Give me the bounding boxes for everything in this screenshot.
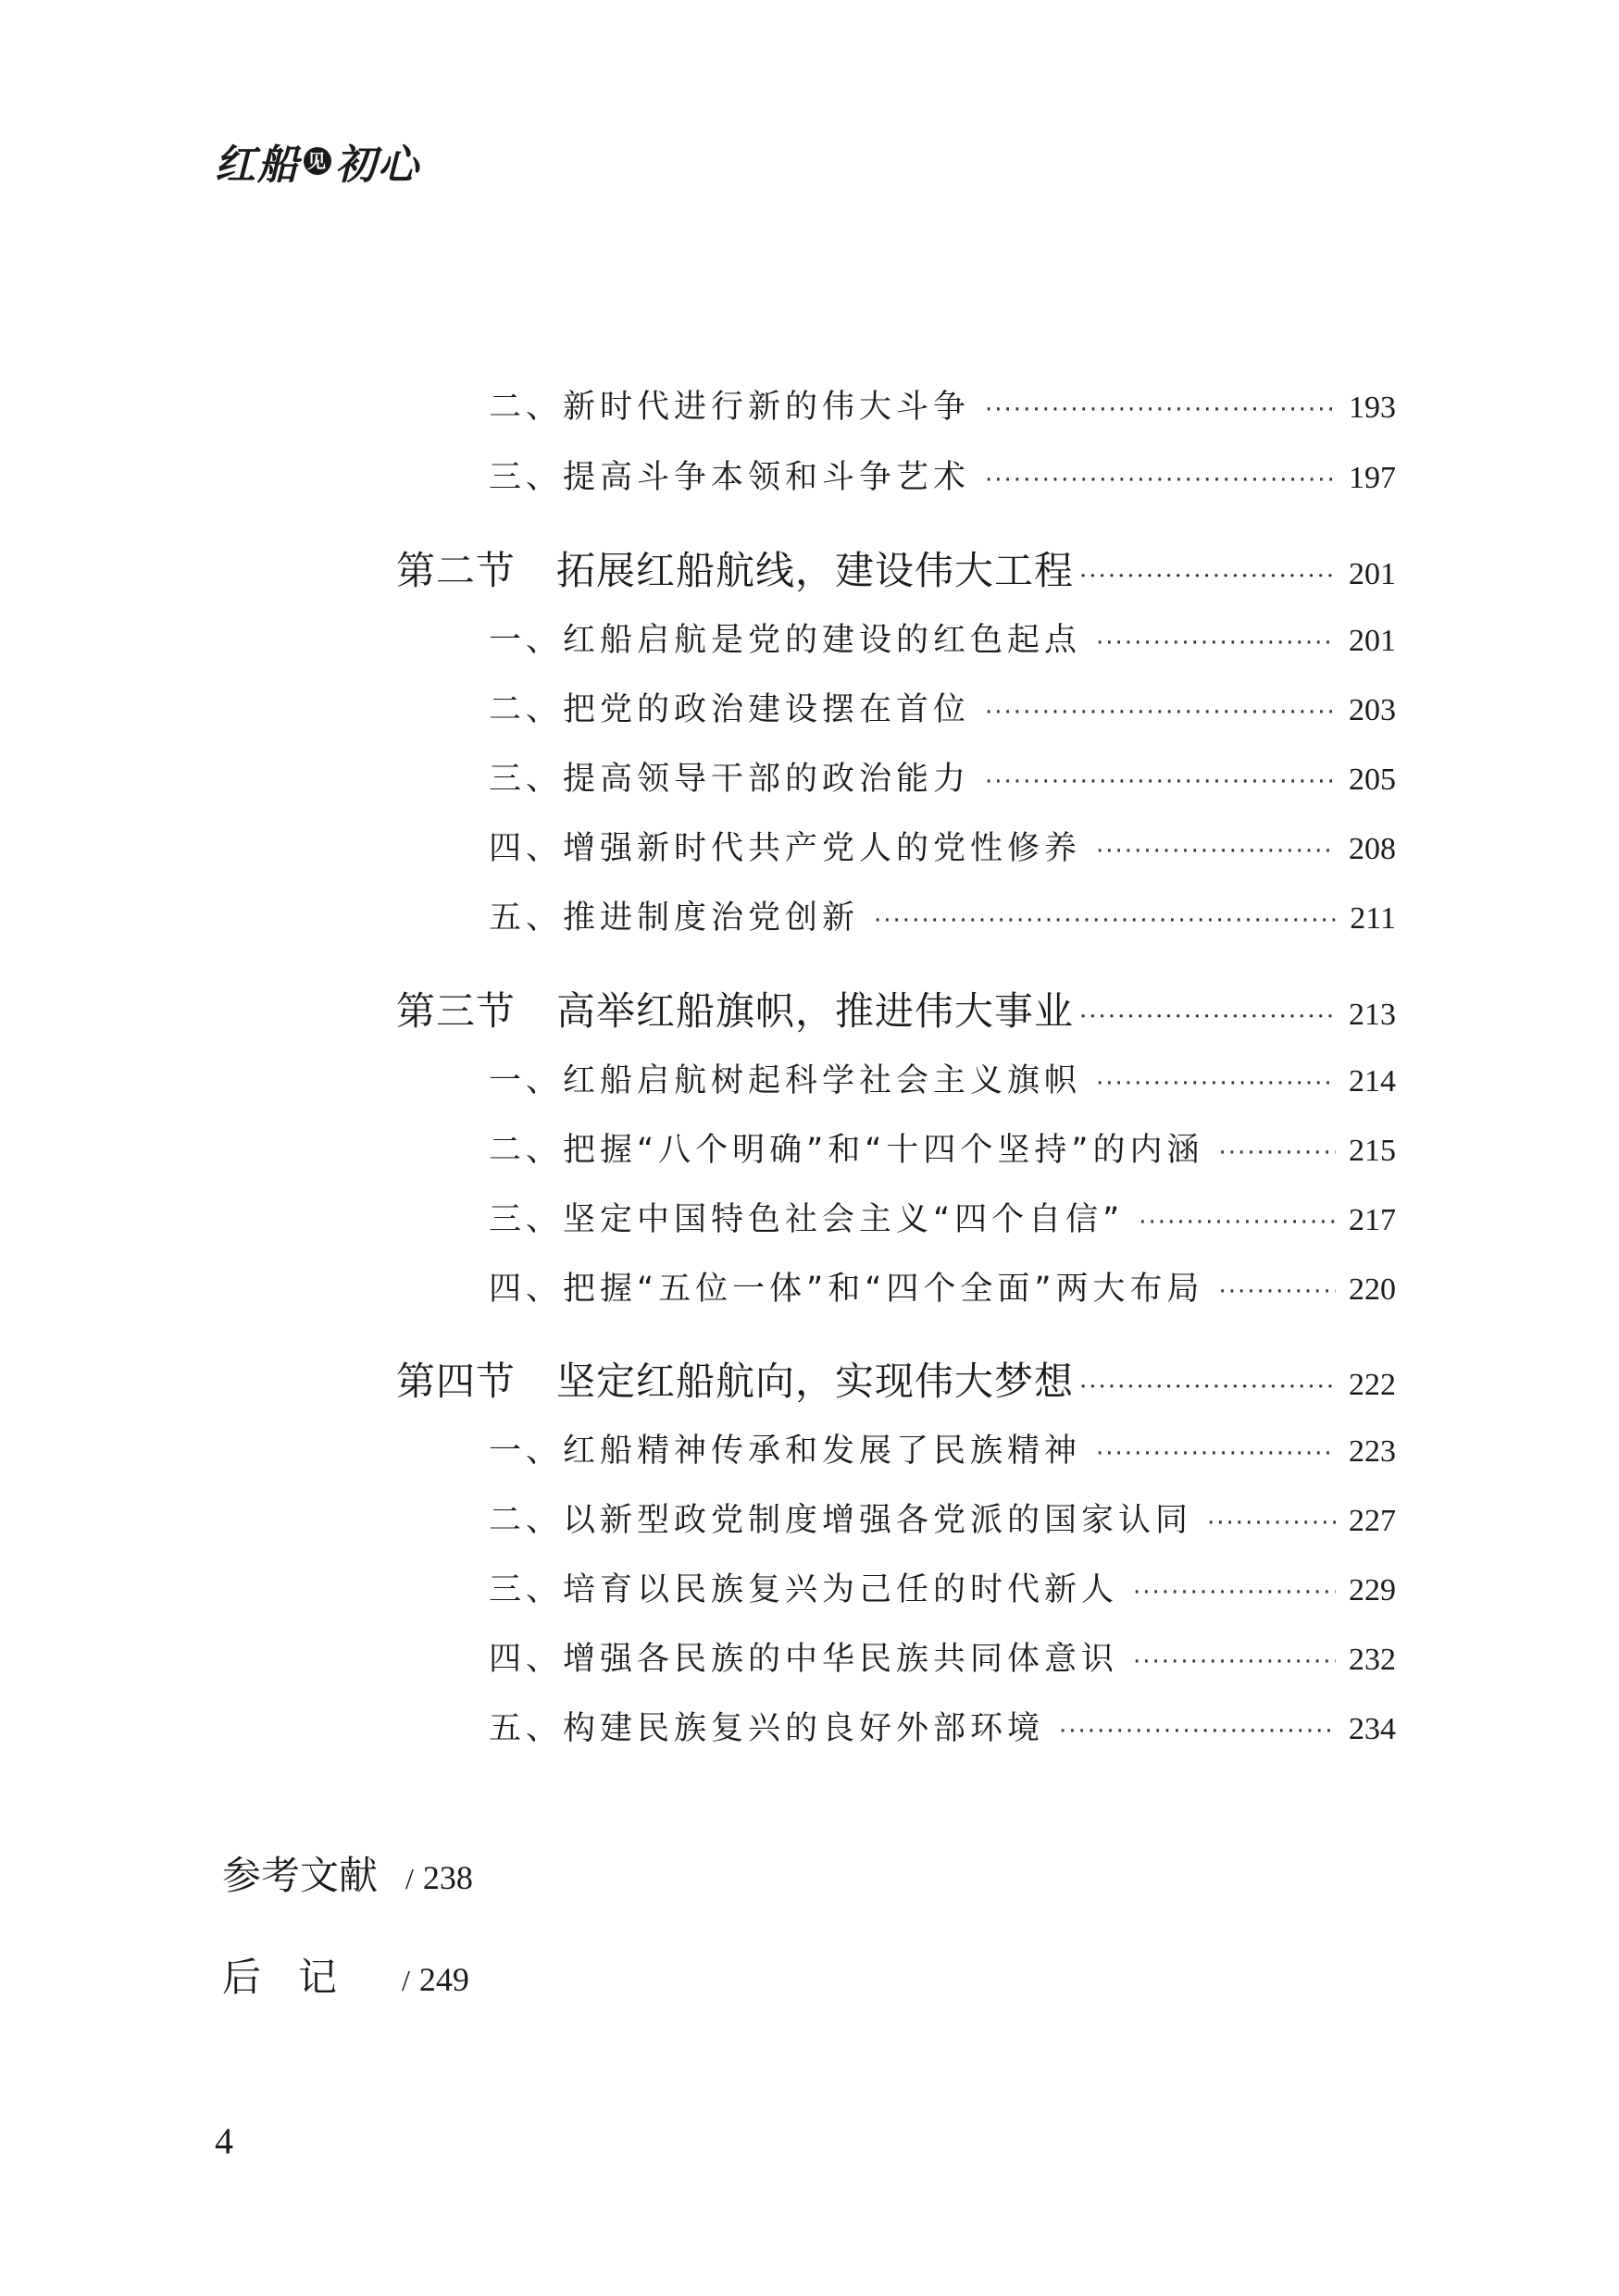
toc-section-heading[interactable] [396, 1351, 1396, 1407]
dot-leader [985, 768, 1336, 796]
toc-entry-page: 227 [1349, 1504, 1396, 1538]
references-label: 参考文献 [222, 1853, 379, 1898]
dot-leader [985, 466, 1336, 494]
page-separator: / [402, 1964, 410, 1997]
references-page: 238 [422, 1859, 473, 1896]
dot-leader [1096, 629, 1336, 657]
toc-entry[interactable] [489, 614, 1396, 661]
logo-text-part1: 红船 [215, 142, 300, 189]
toc-entry-page: 193 [1349, 391, 1396, 425]
toc-entry[interactable] [489, 1425, 1396, 1471]
toc-entry-label: 一、红船启航树起科学社会主义旗帜 [489, 1062, 1082, 1099]
toc-entry-page: 214 [1349, 1064, 1396, 1098]
toc-entry[interactable] [489, 1194, 1396, 1240]
dot-leader [1059, 1718, 1336, 1745]
dot-leader [1219, 1278, 1336, 1306]
toc-references-entry[interactable] [222, 1845, 473, 1901]
toc-entry-page: 232 [1349, 1643, 1396, 1677]
toc-entry-label: 三、提高领导干部的政治能力 [489, 761, 971, 798]
section-title: 拓展红船航线，建设伟大工程 [556, 548, 1075, 593]
toc-entry-page: 215 [1349, 1134, 1396, 1168]
toc-entry-label: 三、坚定中国特色社会主义“四个自信” [489, 1201, 1125, 1238]
toc-entry-label: 三、培育以民族复兴为己任的时代新人 [489, 1571, 1119, 1608]
toc-entry-label: 四、把握“五位一体”和“四个全面”两大布局 [489, 1271, 1204, 1308]
toc-entry[interactable] [489, 823, 1396, 869]
toc-entry-page: 211 [1350, 901, 1396, 936]
dot-leader [985, 699, 1336, 726]
toc-entry-page: 229 [1349, 1573, 1396, 1607]
dot-leader [1096, 1070, 1336, 1098]
dot-leader [1133, 1579, 1336, 1607]
toc-entry[interactable] [489, 381, 1396, 428]
section-number: 第四节 [396, 1359, 517, 1404]
toc-entry-label: 二、把握“八个明确”和“十四个坚持”的内涵 [489, 1132, 1204, 1169]
dot-leader [1079, 563, 1336, 590]
toc-entry-page: 201 [1349, 624, 1396, 658]
toc-entry-page: 205 [1349, 763, 1396, 797]
toc-entry-label: 二、新时代进行新的伟大斗争 [489, 389, 971, 426]
toc-entry[interactable] [489, 892, 1396, 938]
toc-entry-label: 四、增强各民族的中华民族共同体意识 [489, 1641, 1119, 1678]
toc-entry-page: 220 [1349, 1272, 1396, 1307]
toc-entry-label: 二、把党的政治建设摆在首位 [489, 691, 971, 728]
toc-entry[interactable] [489, 452, 1396, 498]
toc-afterword-entry[interactable] [222, 1947, 469, 2003]
logo-seal: 见 [304, 147, 331, 175]
book-title-logo [215, 131, 420, 191]
page-separator: / [405, 1862, 414, 1895]
section-number: 第三节 [396, 988, 517, 1034]
toc-entry[interactable] [489, 1703, 1396, 1749]
toc-entry-label: 一、红船精神传承和发展了民族精神 [489, 1433, 1082, 1470]
toc-entry-page: 197 [1349, 461, 1396, 495]
toc-entry[interactable] [489, 1055, 1396, 1101]
dot-leader [1219, 1139, 1336, 1167]
afterword-label: 后记 [222, 1955, 375, 2000]
toc-entry-page: 217 [1349, 1203, 1396, 1237]
toc-entry-label: 四、增强新时代共产党人的党性修养 [489, 830, 1082, 867]
toc-entry-page: 203 [1349, 693, 1396, 727]
toc-entry-label: 三、提高斗争本领和斗争艺术 [489, 459, 971, 496]
toc-entry[interactable] [489, 1495, 1396, 1541]
dot-leader [1133, 1648, 1336, 1676]
dot-leader [874, 907, 1337, 935]
toc-entry[interactable] [489, 684, 1396, 730]
toc-entry-page: 222 [1349, 1368, 1396, 1402]
toc-section-heading[interactable] [396, 981, 1396, 1036]
section-number: 第二节 [396, 548, 517, 593]
toc-entry-label: 二、以新型政党制度增强各党派的国家认同 [489, 1502, 1193, 1539]
dot-leader [1079, 1373, 1336, 1401]
section-title: 高举红船旗帜，推进伟大事业 [556, 988, 1075, 1034]
dot-leader [985, 396, 1336, 424]
toc-entry-page: 208 [1349, 832, 1396, 866]
dot-leader [1207, 1509, 1336, 1537]
toc-section-heading[interactable] [396, 540, 1396, 596]
section-title: 坚定红船航向，实现伟大梦想 [556, 1359, 1075, 1404]
toc-entry-label: 五、构建民族复兴的良好外部环境 [489, 1710, 1045, 1747]
toc-entry-label: 五、推进制度治党创新 [489, 900, 860, 937]
dot-leader [1079, 1003, 1336, 1031]
logo-text-part2: 初心 [335, 142, 420, 189]
page-number: 4 [215, 2120, 233, 2162]
dot-leader [1096, 838, 1336, 865]
dot-leader [1096, 1440, 1336, 1468]
toc-entry[interactable] [489, 1124, 1396, 1171]
toc-entry[interactable] [489, 753, 1396, 800]
dot-leader [1139, 1209, 1336, 1236]
toc-entry[interactable] [489, 1633, 1396, 1680]
toc-entry-page: 234 [1349, 1712, 1396, 1746]
afterword-page: 249 [418, 1961, 469, 1998]
toc-entry-page: 213 [1349, 998, 1396, 1032]
toc-entry[interactable] [489, 1564, 1396, 1610]
toc-entry-label: 一、红船启航是党的建设的红色起点 [489, 622, 1082, 659]
toc-entry-page: 201 [1349, 557, 1396, 591]
toc-entry-page: 223 [1349, 1434, 1396, 1469]
toc-entry[interactable] [489, 1263, 1396, 1309]
